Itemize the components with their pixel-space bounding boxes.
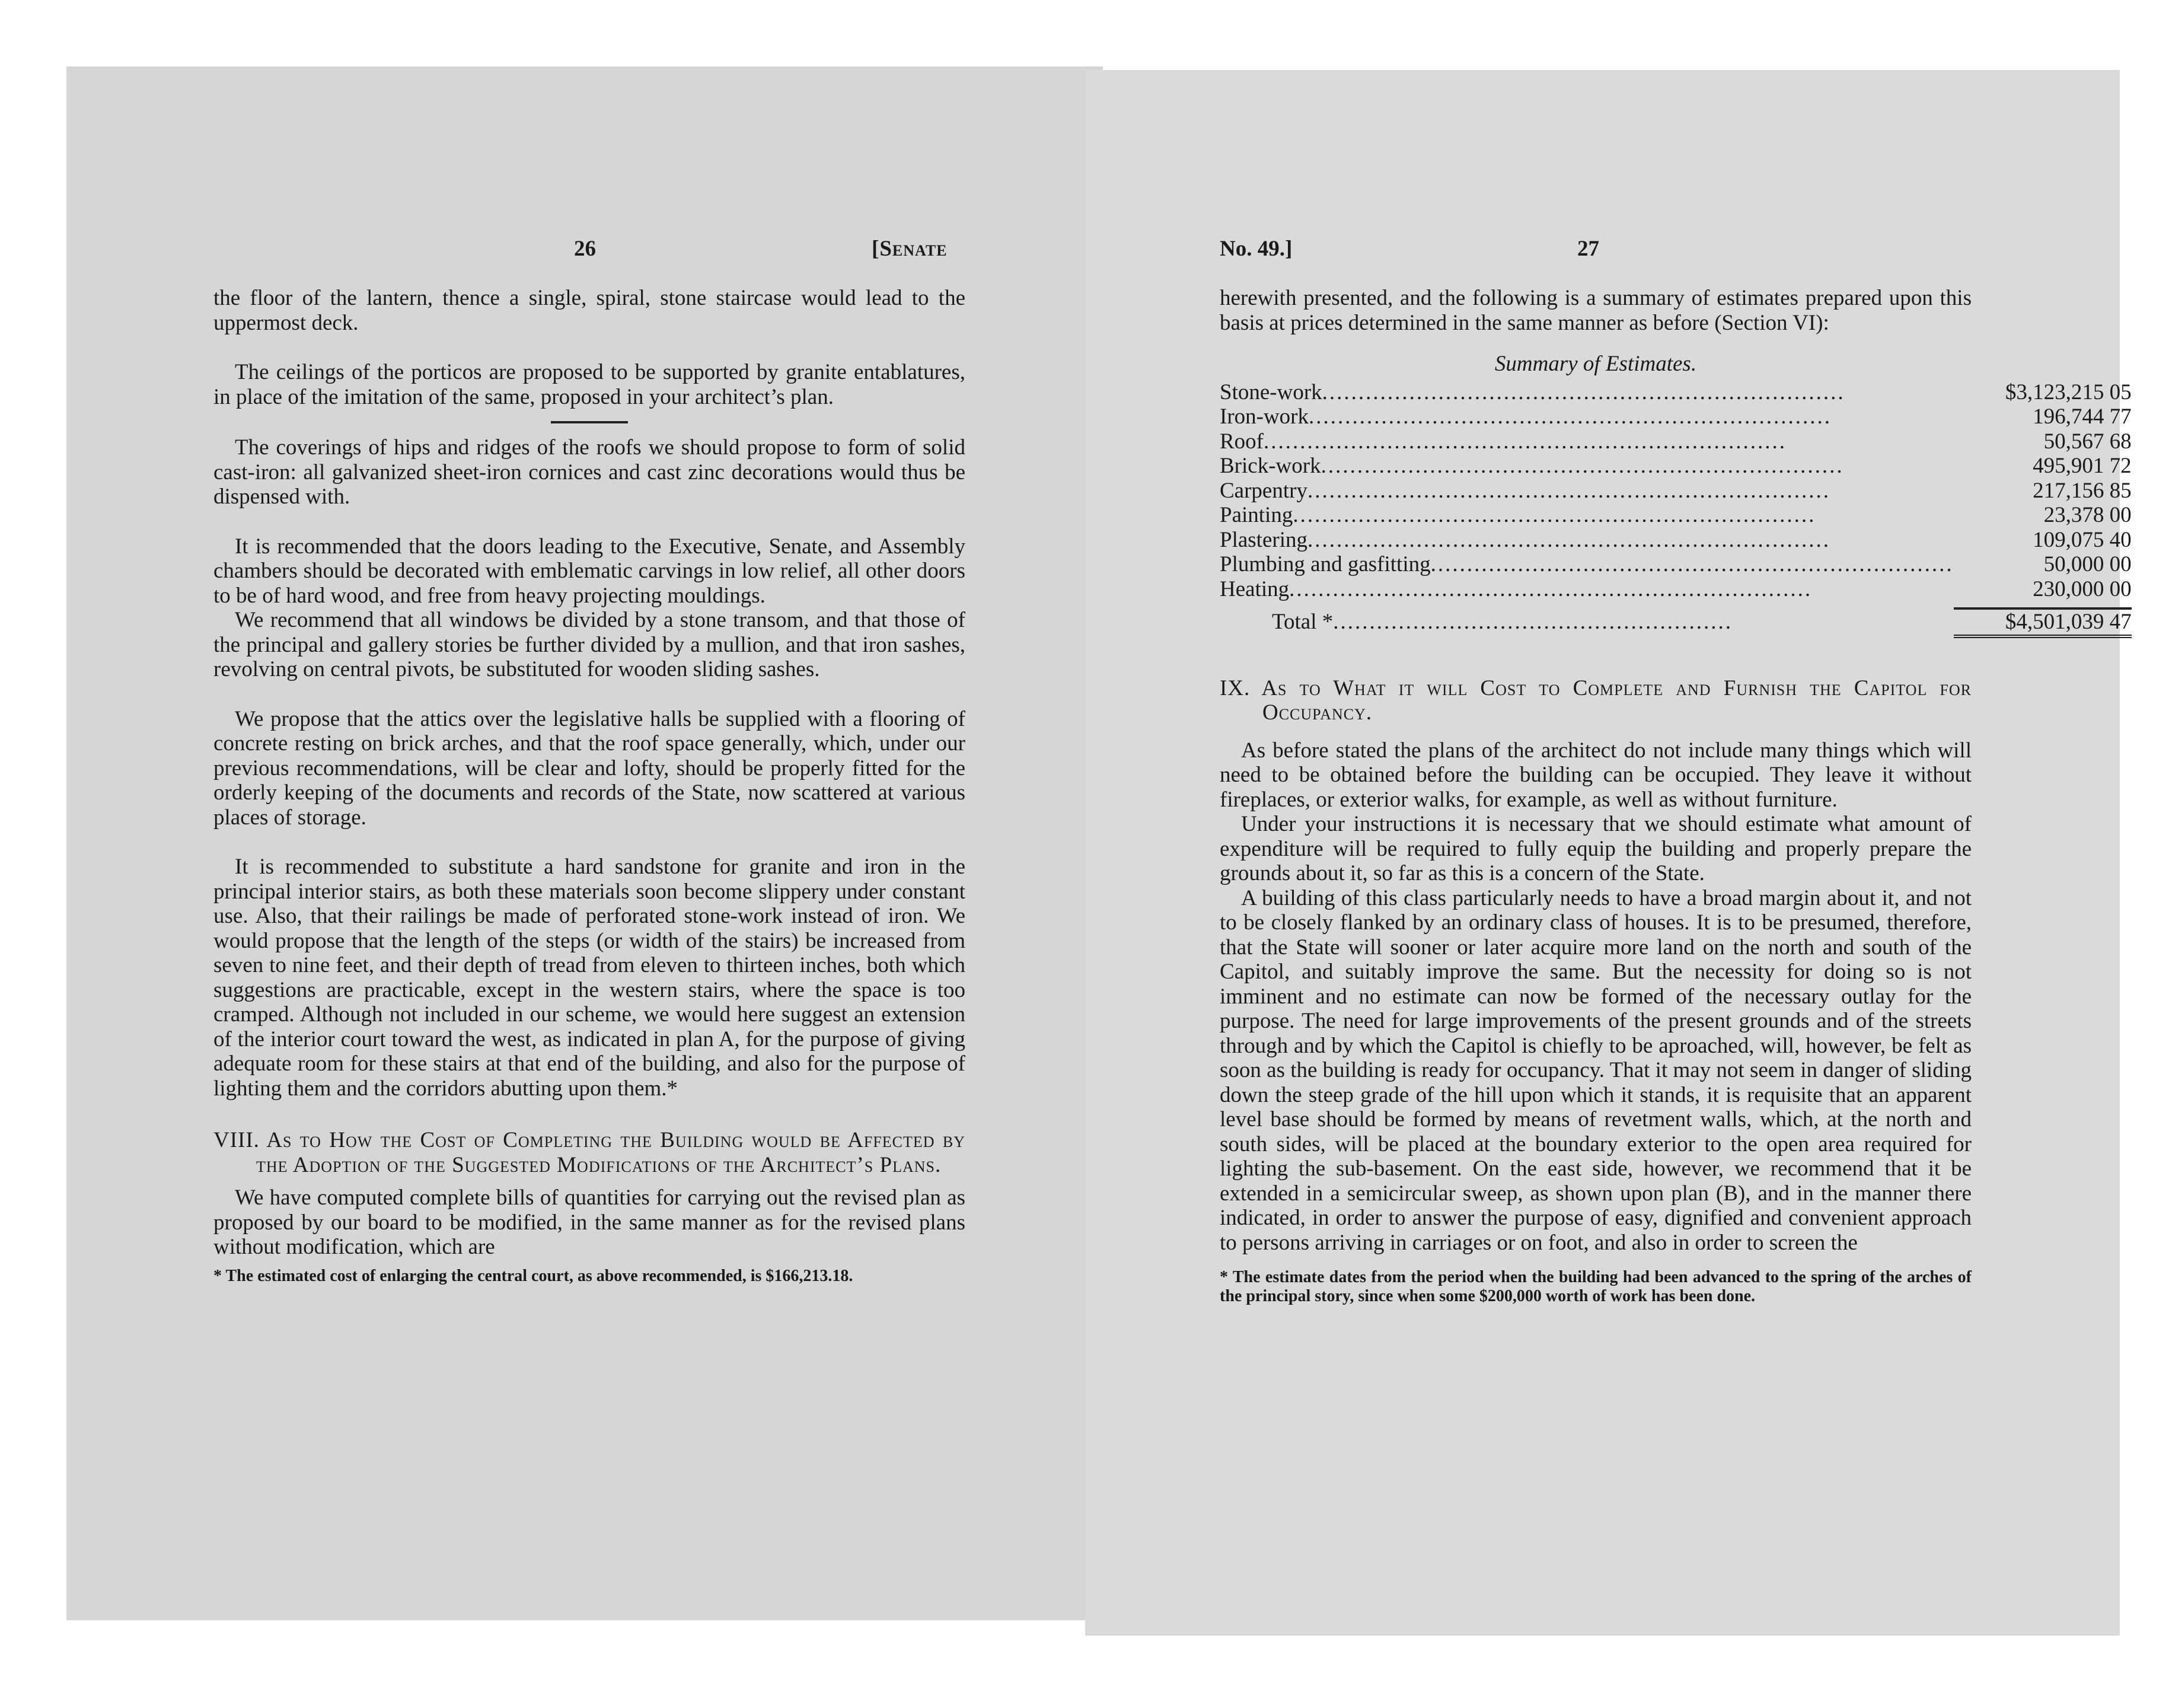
- estimate-item: Plastering: [1220, 527, 1307, 552]
- estimate-row: Plastering........................................................................ 109,075 40: [1220, 527, 2132, 552]
- paragraph: It is recommended that the doors leading to the Executive, Senate, and Assembly chambers should be decorated with emblematic carvings in low relief, all other doors to be of hard wood, and free from heavy projecting mouldings.: [213, 534, 965, 608]
- right-page-number: 27: [1577, 237, 1599, 261]
- right-column: [1220, 286, 2132, 1306]
- estimate-row: Iron-work........................................................................ 196,744 77: [1220, 404, 2132, 429]
- estimate-amount: 50,000 00: [2043, 552, 2132, 576]
- estimate-row: Brick-work........................................................................ 495,901 72: [1220, 454, 2132, 478]
- paragraph: Under your instructions it is necessary that we should estimate what amount of expenditure will be required to fully equip the building and properly prepare the grounds about it, so far as this is a concern of the State.: [1220, 812, 1972, 885]
- total-amount: $4,501,039 47: [2005, 610, 2132, 634]
- estimate-amount: 196,744 77: [2033, 404, 2132, 429]
- estimate-row: Roof........................................................................ 50,567 68: [1220, 429, 2132, 454]
- paragraph: As before stated the plans of the architect do not include many things which will need to be obtained before the building can be occupied. They leave it without fireplaces, or exterior walks, for example, as well as without furniture.: [1220, 738, 1972, 812]
- paragraph: It is recommended to substitute a hard sandstone for granite and iron in the principal interior stairs, as both these materials soon become slippery under constant use. Also, that their railings be made of perforated stone-work instead of iron. We would propose that the length of the steps (or width of the stairs) be increased from seven to nine feet, and their depth of tread from eleven to thirteen inches, both which suggestions are practicable, except in the western stairs, where the space is too cramped. Although not included in our scheme, we would here suggest an extension of the interior court toward the west, as indicated in plan A, for the purpose of giving adequate room for these stairs at that end of the building, and also for the purpose of lighting them and the corridors abutting upon them.*: [213, 855, 965, 1101]
- footnote: * The estimate dates from the period when the building had been advanced to the spring of the arches of the principal story, since when some $200,000 worth of work has been done.: [1220, 1268, 1972, 1305]
- divider-rule: [551, 421, 628, 423]
- estimates-table: [1220, 380, 2132, 638]
- paragraph: We propose that the attics over the legislative halls be supplied with a flooring of concrete resting on brick arches, and that the roof space generally, which, under our previous recommendations, will be clear and lofty, should be properly fitted for the orderly keeping of the documents and records of the State, now scattered at various places of storage.: [213, 706, 965, 830]
- total-label: Total *: [1272, 610, 1334, 634]
- estimate-item: Heating: [1220, 576, 1290, 601]
- estimate-item: Roof: [1220, 429, 1264, 454]
- paragraph: A building of this class particularly needs to have a broad margin about it, and not to be closely flanked by an ordinary class of houses. It is to be presumed, therefore, that the State will sooner or later acquire more land on the north and south of the Capitol, and suitably improve the same. But the necessity for doing so is not imminent and no estimate can now be formed of the necessary outlay for the purpose. The need for large improvements of the present grounds and of the streets through and by which the Capitol is chiefly to be aproached, will, however, be felt as soon as the building is ready for occupancy. That it may not seem in danger of sliding down the steep grade of the hill upon which it stands, it is requisite that an apparent level base should be formed by means of revetment walls, which, at the north and south sides, will be placed at the boundary exterior to the open area required for lighting the sub-basement. On the east side, however, we recommend that it be extended in a semicircular sweep, as shown upon plan (B), and in the manner there indicated, in order to answer the purpose of easy, dignified and convenient approach to persons arriving in carriages or on foot, and also in order to screen the: [1220, 885, 1972, 1255]
- estimate-row: Painting........................................................................ 23,378 00: [1220, 503, 2132, 527]
- estimate-row: Plumbing and gasfitting........................................................................ 50,000 00: [1220, 552, 2132, 576]
- estimate-item: Painting: [1220, 503, 1293, 527]
- paragraph: The coverings of hips and ridges of the roofs we should propose to form of solid cast-iron: all galvanized sheet-iron cornices and cast zinc decorations would thus be dispensed with.: [213, 435, 965, 509]
- estimate-amount: $3,123,215 05: [2005, 380, 2132, 404]
- paragraph: We have computed complete bills of quantities for carrying out the revised plan as proposed by our board to be modified, in the same manner as for the revised plans without modification, which are: [213, 1186, 965, 1259]
- footnote: * The estimated cost of enlarging the central court, as above recommended, is $166,213.18.: [213, 1266, 853, 1285]
- paragraph: herewith presented, and the following is a summary of estimates prepared upon this basis at prices determined in the same manner as before (Section VI):: [1220, 286, 1972, 335]
- estimate-amount: 230,000 00: [2033, 576, 2132, 601]
- estimate-row: Heating........................................................................ 230,000 00: [1220, 576, 2132, 601]
- estimate-amount: 109,075 40: [2033, 527, 2132, 552]
- paragraph: The ceilings of the porticos are proposed to be supported by granite entablatures, in place of the imitation of the same, proposed in your architect’s plan.: [213, 360, 965, 409]
- estimate-item: Iron-work: [1220, 404, 1309, 429]
- estimate-row: Carpentry........................................................................ 217,156 85: [1220, 478, 2132, 503]
- section-heading-viii: VIII. As to How the Cost of Completing the Building would be Affected by the Adoption of the Suggested Modifications of the Architect’s Plans.: [213, 1128, 965, 1177]
- total-row: Total *....................................................... $4,501,039 47: [1272, 610, 2132, 634]
- estimate-item: Brick-work: [1220, 454, 1321, 478]
- estimate-amount: 50,567 68: [2043, 429, 2132, 454]
- estimate-item: Plumbing and gasfitting: [1220, 552, 1431, 576]
- paragraph: We recommend that all windows be divided by a stone transom, and that those of the principal and gallery stories be further divided by a mullion, and that iron sashes, revolving on central pivots, be substituted for wooden sliding sashes.: [213, 608, 965, 681]
- summary-caption: Summary of Estimates.: [1494, 352, 1697, 376]
- left-running-head: [Senate: [872, 237, 948, 261]
- section-heading-ix: IX. As to What it will Cost to Complete and Furnish the Capitol for Occupancy.: [1220, 675, 1972, 725]
- estimate-amount: 23,378 00: [2043, 503, 2132, 527]
- paragraph: the floor of the lantern, thence a single, spiral, stone staircase would lead to the uppermost deck.: [213, 286, 965, 335]
- estimate-row: Stone-work........................................................................ $3,123,215 05: [1220, 380, 2132, 404]
- left-page-number: 26: [574, 237, 596, 261]
- left-column: [213, 286, 965, 1286]
- estimate-amount: 217,156 85: [2033, 478, 2132, 503]
- estimate-item: Stone-work: [1220, 380, 1322, 404]
- estimate-item: Carpentry: [1220, 478, 1307, 503]
- right-running-head: No. 49.]: [1220, 237, 1293, 261]
- estimate-amount: 495,901 72: [2033, 454, 2132, 478]
- double-rule: [1954, 635, 2132, 638]
